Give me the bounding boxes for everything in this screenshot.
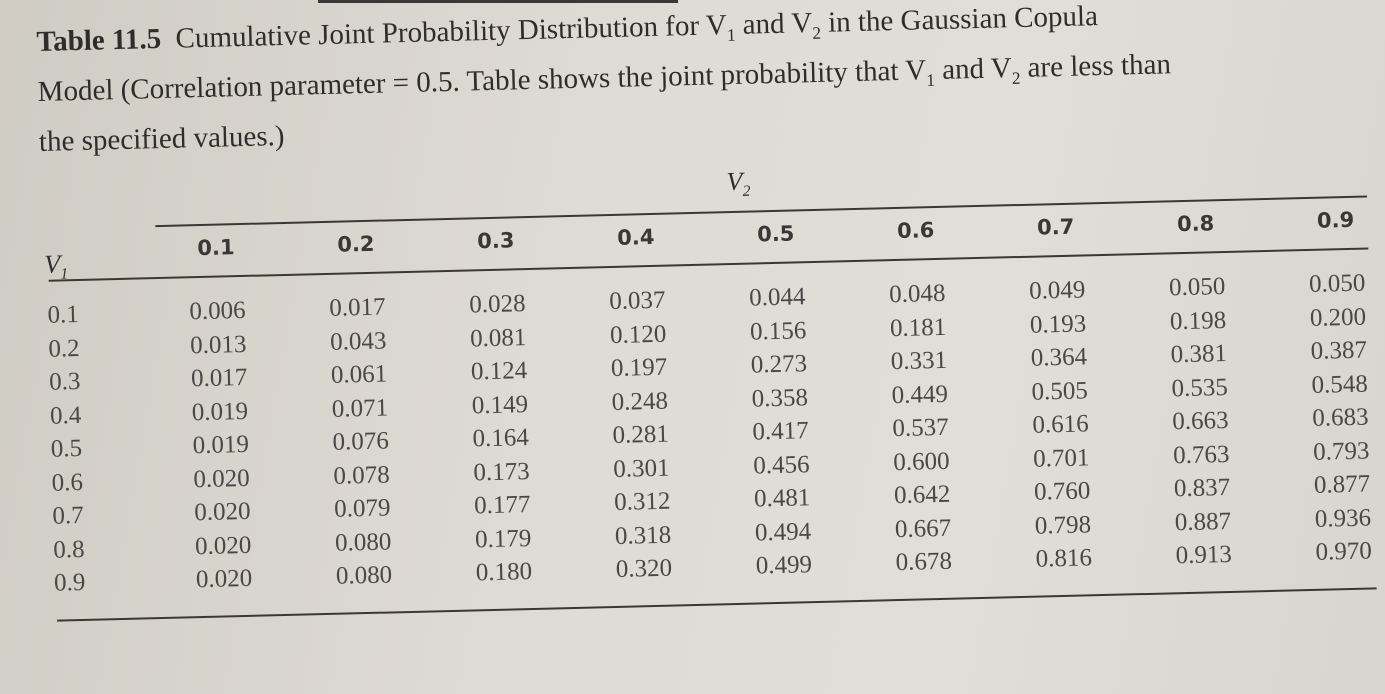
column-header: 0.3 (476, 228, 515, 254)
top-rule (318, 0, 678, 3)
table-cell: 0.181 (889, 313, 947, 342)
table-cell: 0.050 (1308, 269, 1366, 298)
caption-sub: 1 (926, 69, 936, 90)
row-label: 0.3 (48, 367, 81, 396)
table-cell: 0.028 (468, 290, 526, 319)
caption-sub: 1 (726, 24, 736, 45)
v2-header: $V_2$ (726, 166, 751, 200)
caption-line1-text: Cumulative Joint Probability Distribution for V (175, 9, 728, 55)
table-cell: 0.312 (613, 487, 671, 516)
table-cell: 0.548 (1311, 370, 1369, 399)
table-cell: 0.081 (469, 323, 527, 352)
table-cell: 0.678 (895, 547, 953, 577)
column-header: 0.8 (1176, 211, 1215, 237)
column-header: 0.4 (616, 224, 655, 250)
table-cell: 0.071 (331, 393, 389, 423)
table-cell: 0.494 (754, 517, 812, 547)
table-cell: 0.417 (752, 417, 810, 446)
table-cell: 0.078 (333, 460, 390, 490)
row-label: 0.9 (53, 568, 86, 597)
row-label: 0.2 (48, 334, 80, 363)
table-cell: 0.301 (613, 454, 670, 483)
table-cell: 0.079 (333, 494, 391, 523)
column-header: 0.2 (337, 231, 375, 257)
table-cell: 0.913 (1175, 540, 1233, 570)
table-cell: 0.193 (1029, 309, 1087, 339)
table-cell: 0.164 (472, 424, 530, 453)
table-cell: 0.701 (1032, 443, 1090, 473)
table-cell: 0.156 (749, 316, 807, 346)
table-cell: 0.763 (1172, 440, 1230, 469)
table-cell: 0.320 (615, 554, 673, 583)
table-cell: 0.197 (610, 353, 668, 383)
table-cell: 0.149 (471, 390, 529, 419)
table-cell: 0.017 (190, 363, 248, 393)
table-cell: 0.013 (189, 330, 247, 359)
table-cell: 0.006 (189, 296, 246, 326)
table-cell: 0.076 (332, 427, 390, 456)
table-cell: 0.120 (609, 320, 667, 349)
caption-lead: Table 11.5 (36, 22, 162, 58)
table-cell: 0.970 (1315, 537, 1373, 566)
column-header: 0.7 (1036, 214, 1075, 240)
table-cell: 0.248 (611, 387, 669, 416)
table-caption (36, 0, 1359, 162)
table-cell: 0.535 (1171, 373, 1229, 402)
table-cell: 0.080 (335, 561, 393, 590)
row-label: 0.7 (52, 501, 85, 530)
table-cell: 0.667 (894, 514, 952, 543)
table-cell: 0.050 (1168, 272, 1226, 302)
caption-and: and V (934, 51, 1013, 86)
table-cell: 0.816 (1035, 544, 1093, 573)
table-cell: 0.837 (1173, 473, 1231, 503)
table-cell: 0.044 (748, 283, 806, 312)
table-cell: 0.281 (612, 420, 670, 449)
table-cell: 0.642 (893, 480, 951, 510)
table-cell: 0.043 (329, 326, 387, 356)
row-label: 0.1 (47, 301, 80, 329)
table-cell: 0.387 (1310, 336, 1368, 365)
row-label: 0.6 (51, 468, 84, 497)
table-cell: 0.200 (1309, 303, 1367, 332)
table-cell: 0.048 (888, 279, 946, 309)
caption-line-3: the specified values.) (38, 119, 285, 158)
table-cell: 0.456 (752, 450, 810, 480)
table-cell: 0.381 (1170, 339, 1228, 369)
table-cell: 0.273 (750, 350, 808, 379)
table-cell: 0.020 (193, 464, 251, 493)
column-header: 0.6 (896, 218, 935, 243)
table-cell: 0.037 (608, 286, 666, 316)
caption-line2-tail: are less than (1019, 48, 1172, 84)
column-header: 0.9 (1316, 207, 1355, 233)
table-cell: 0.499 (755, 551, 813, 580)
row-label: 0.5 (50, 434, 83, 463)
table-cell: 0.198 (1169, 306, 1227, 335)
caption-and: and V (734, 7, 813, 41)
column-header: 0.1 (197, 235, 235, 261)
row-label: 0.8 (52, 535, 85, 564)
table-cell: 0.877 (1313, 470, 1371, 499)
table-cell: 0.061 (330, 360, 388, 389)
table-cell: 0.020 (194, 531, 252, 560)
table-cell: 0.449 (891, 380, 949, 409)
table-cell: 0.683 (1311, 403, 1369, 432)
caption-line2-text: Model (Correlation parameter = 0.5. Table shows the joint probability that V (37, 54, 927, 108)
table-cell: 0.124 (470, 357, 528, 386)
table-cell: 0.019 (191, 397, 249, 426)
table-cell: 0.318 (614, 521, 672, 550)
table-cell: 0.358 (751, 383, 809, 413)
table-cell: 0.936 (1314, 503, 1372, 533)
table-cell: 0.080 (334, 527, 392, 557)
table-cell: 0.017 (329, 293, 386, 322)
v1-header: $V_1$ (43, 249, 69, 283)
table-cell: 0.020 (195, 564, 253, 594)
row-label: 0.4 (49, 401, 82, 430)
caption-sub: 2 (812, 22, 822, 43)
table-cell: 0.180 (475, 558, 533, 587)
table-cell: 0.616 (1032, 410, 1089, 439)
table-cell: 0.600 (892, 447, 950, 476)
column-header: 0.5 (756, 221, 795, 247)
table-cell: 0.020 (193, 497, 251, 527)
caption-line1-tail: in the Gaussian Copula (820, 0, 1099, 39)
table-cell: 0.173 (473, 457, 530, 486)
table-cell: 0.179 (474, 524, 532, 553)
table-cell: 0.887 (1174, 507, 1232, 536)
table-cell: 0.760 (1033, 477, 1091, 506)
table-cell: 0.364 (1030, 343, 1088, 372)
table-cell: 0.177 (473, 491, 531, 520)
table-cell: 0.481 (753, 484, 811, 513)
table-cell: 0.505 (1031, 376, 1089, 406)
caption-sub: 2 (1011, 67, 1021, 88)
table-cell: 0.331 (890, 346, 948, 376)
table-cell: 0.049 (1028, 276, 1086, 305)
table-cell: 0.793 (1312, 437, 1370, 466)
table-cell: 0.019 (192, 430, 250, 460)
table-cell: 0.663 (1172, 406, 1229, 436)
table-cell: 0.798 (1034, 510, 1092, 540)
table-cell: 0.537 (892, 413, 950, 443)
